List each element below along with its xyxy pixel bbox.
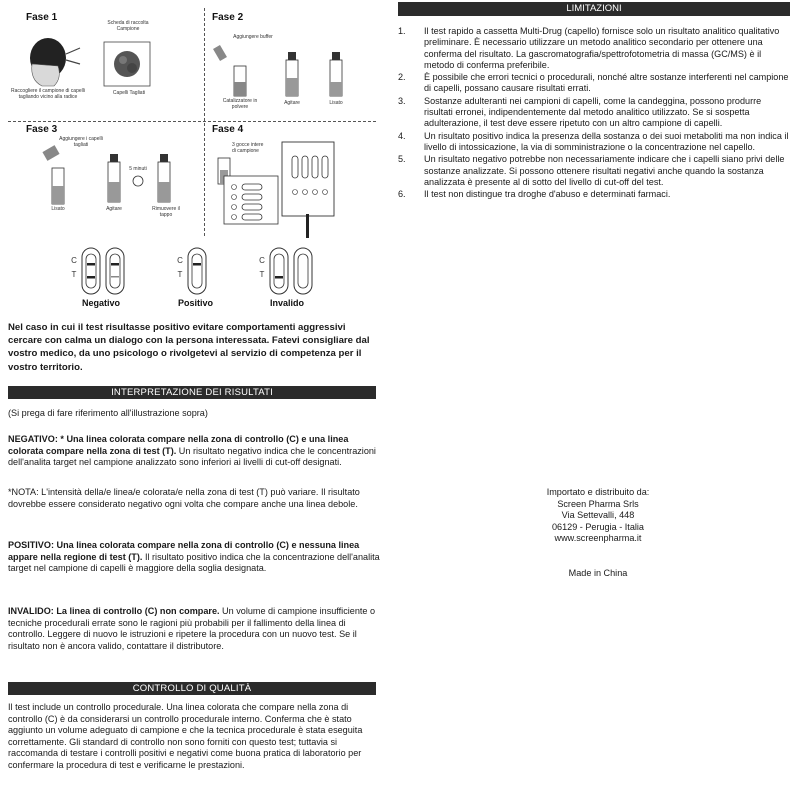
limitation-number: 6. xyxy=(398,189,406,200)
procedure-illustration xyxy=(8,8,376,308)
limitation-item xyxy=(398,189,790,200)
result-t-label: T xyxy=(259,270,265,279)
negativo-text: Un risultato negativo indica che le concentrazioni dell'analita target nel campione analizzato sono inferiori ai livelli di cut-off designati. xyxy=(8,445,376,468)
result-negativo-strip xyxy=(82,248,124,294)
result-t-label: T xyxy=(71,270,77,279)
interpretation-header: INTERPRETAZIONE DEI RISULTATI xyxy=(8,386,376,399)
limitations-header: LIMITAZIONI xyxy=(398,2,790,16)
limitation-item xyxy=(398,96,790,130)
positive-result-warning: Nel caso in cui il test risultasse positivo evitare comportamenti aggressivi cercare con calma un dialogo con la persona interessata. Fatevi consigliare dal vostro medico, da uno psicologo o rivolgetevi al servizio di competenza per il vostro territorio. xyxy=(8,322,370,373)
step-label-fase4: Fase 4 xyxy=(212,124,244,135)
caption-lisato-2: Lisato xyxy=(51,206,65,212)
negativo-paragraph xyxy=(8,434,380,469)
fase3-vials-icon xyxy=(42,145,170,204)
distributor-name: Screen Pharma Srls xyxy=(557,498,639,509)
limitation-number: 2. xyxy=(398,72,406,83)
caption-rimuovere-tappo: Rimuovere il tappo xyxy=(152,206,180,218)
caption-catalizzatore: Catalizzatore in polvere xyxy=(222,98,258,110)
caption-gocce: 3 gocce intere di campione xyxy=(232,142,264,154)
invalido-paragraph xyxy=(8,606,380,652)
invalido-bold: INVALIDO: La linea di controllo (C) non compare. xyxy=(8,606,220,616)
invalido-text: Un volume di campione insufficiente o tecniche procedurali errate sono le ragioni più probabili per il fallimento della linea di controllo. Leggere di nuovo le istruzioni e ripetere la procedura con un nuovo test. Se il risultato non è ancora valido, contattare il distributore. xyxy=(8,606,376,651)
limitation-number: 3. xyxy=(398,95,406,106)
result-c-label: C xyxy=(177,256,183,265)
result-label-positivo: Positivo xyxy=(178,298,214,308)
made-in-label: Made in China xyxy=(568,568,628,578)
caption-aggiungere-buffer: Aggiungere buffer xyxy=(233,34,273,40)
limitation-text: Il test rapido a cassetta Multi-Drug (capello) fornisce solo un risultato analitico qualitativo preliminare. È necessario utilizzare un metodo analitico secondario per ottenere una conferma del risultato. La gascromatografia/spettrofotometria di massa (GC/MS) è il metodo di conferma preferibile. xyxy=(424,26,780,70)
interpretation-reference: (Si prega di fare riferimento all'illustrazione sopra) xyxy=(8,408,208,418)
distributor-website: www.screenpharma.it xyxy=(554,533,642,544)
fase2-vials-icon xyxy=(213,45,342,96)
distributor-block xyxy=(498,487,698,545)
caption-minuti: 5 minuti xyxy=(129,166,147,172)
limitation-item xyxy=(398,154,790,188)
procedure-drawings xyxy=(8,8,376,308)
limitations-list xyxy=(398,26,790,201)
caption-agitare-1: Agitare xyxy=(284,100,300,106)
quality-control-header: CONTROLLO DI QUALITÀ xyxy=(8,682,376,695)
step-label-fase3: Fase 3 xyxy=(26,124,58,135)
step-label-fase2: Fase 2 xyxy=(212,12,244,23)
caption-scheda: Scheda di raccolta xyxy=(107,20,149,26)
positivo-paragraph xyxy=(8,540,380,575)
limitation-text: È possibile che errori tecnici o procedurali, nonché altre sostanze interferenti nel campione di capelli, possano causare risultati errati. xyxy=(424,72,789,94)
negativo-bold: NEGATIVO: * Una linea colorata compare nella zona di controllo (C) e una linea colorata compare nella zona di test (T). xyxy=(8,434,349,456)
distributor-city: 06129 - Perugia - Italia xyxy=(551,521,644,532)
positivo-bold: POSITIVO: Una linea colorata compare nella zona di controllo (C) e nessuna linea appare nella regione di test (T). xyxy=(8,540,360,562)
limitation-item xyxy=(398,26,790,71)
positivo-text: Il risultato positivo indica che la concentrazione dell'analita target nel campione di capelli è maggiore della soglia designata. xyxy=(8,551,380,574)
caption-aggiungere-capelli: Aggiungere i capelli tagliati xyxy=(59,136,103,148)
quality-control-paragraph: Il test include un controllo procedurale. Una linea colorata che compare nella zona di controllo (C) è da considerarsi un controllo procedurale interno. Conferma che è stato aggiunto un volume adeguato di campione e che la tecnica procedurale è stata eseguita correttamente. Gli standard di controllo non sono forniti con questo test; tuttavia si raccomanda di testare i controlli positivi e negativi come buona pratica di laboratorio per confermare la procedura di test e verificarne le prestazioni. xyxy=(8,702,363,770)
distributor-line: Importato e distribuito da: xyxy=(546,487,650,497)
nota-paragraph: *NOTA: L'intensità della/e linea/e colorata/e nella zona di test (T) può variare. Il risultato dovrebbe essere considerato negativo ogni volta che compare anche una linea debole. xyxy=(8,487,360,509)
result-label-invalido: Invalido xyxy=(270,298,305,308)
caption-capelli-tagliati: Capelli Tagliati xyxy=(112,90,146,96)
result-t-label: T xyxy=(177,270,183,279)
result-label-negativo: Negativo xyxy=(82,298,121,308)
left-column xyxy=(8,8,380,770)
limitation-text: Un risultato negativo potrebbe non necessariamente indicare che i capelli siano privi delle sostanze analizzate. Si possono ottenere risultati negativi anche quando la sostanza analizzata è presente al di sotto del livello di cut-off del test. xyxy=(424,154,785,187)
limitation-text: Un risultato positivo indica la presenza della sostanza o dei suoi metaboliti ma non indica il livello di intossicazione, la via di somministrazione o la concentrazione nel capello. xyxy=(424,130,789,152)
limitation-number: 1. xyxy=(398,26,406,36)
head-icon xyxy=(30,38,80,86)
caption-raccogliere: Raccogliere il campione di capelli tagliando vicino alla radice xyxy=(11,88,85,100)
limitation-item xyxy=(398,131,790,154)
limitation-text: Sostanze adulteranti nei campioni di capelli, come la candeggina, possono produrre risultati erronei, indipendentemente dal metodo analitico utilizzato. Se si sospetta adulterazione, il test deve essere ripetuto con un altro campione di capelli. xyxy=(424,95,762,129)
limitation-number: 4. xyxy=(398,130,406,141)
fase4-cassette-icon xyxy=(218,142,334,238)
limitation-number: 5. xyxy=(398,154,406,165)
result-c-label: C xyxy=(259,256,265,265)
step-label-fase1: Fase 1 xyxy=(26,12,58,23)
limitation-text: Il test non distingue tra droghe d'abuso e determinati farmaci. xyxy=(424,189,671,200)
result-positivo-strip xyxy=(188,248,206,294)
result-c-label: C xyxy=(71,256,77,265)
distributor-street: Via Settevalli, 448 xyxy=(561,510,635,521)
collection-card-icon xyxy=(104,42,150,86)
limitation-item xyxy=(398,72,790,95)
caption-agitare-2: Agitare xyxy=(106,206,122,212)
caption-lisato-1: Lisato xyxy=(329,100,343,106)
caption-campione: Campione xyxy=(116,26,140,32)
result-invalido-strip xyxy=(270,248,312,294)
